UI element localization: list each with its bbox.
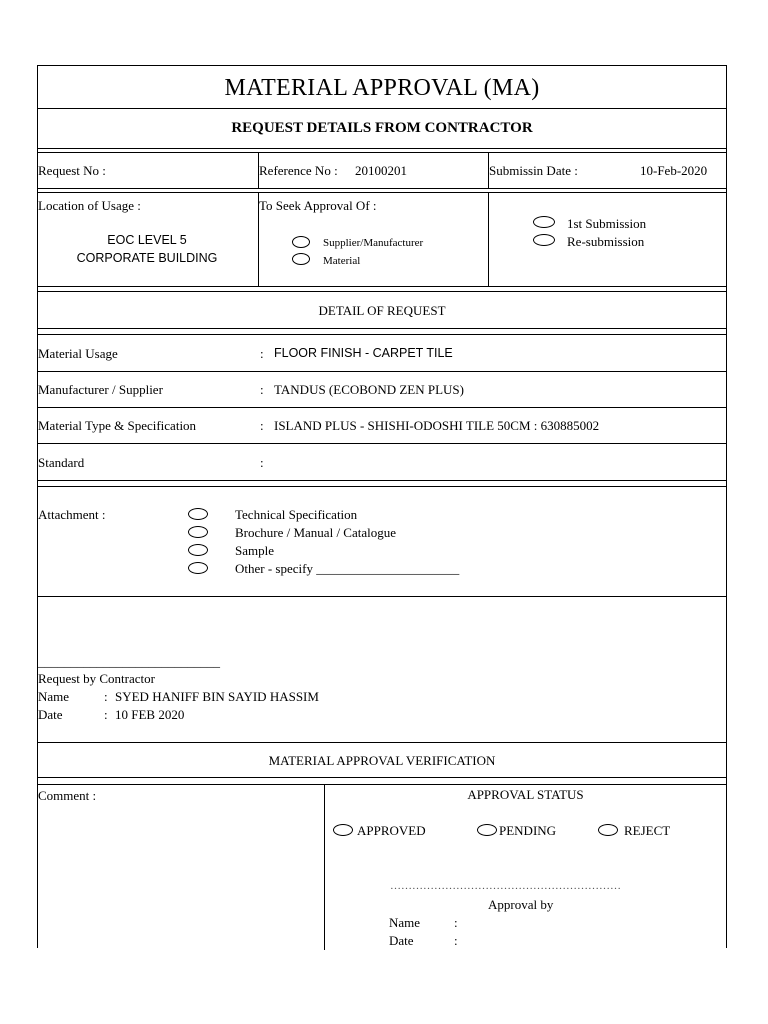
colon: : bbox=[260, 455, 264, 470]
supplier-manufacturer-radio[interactable] bbox=[292, 236, 310, 248]
divider bbox=[38, 334, 726, 335]
approval-by-label: Approval by bbox=[488, 897, 554, 912]
supplier-manufacturer-label: Supplier/Manufacturer bbox=[323, 237, 424, 249]
approval-signature-line: ……………………………………………………… bbox=[390, 880, 621, 892]
first-submission-label: 1st Submission bbox=[567, 216, 647, 231]
contractor-signature-line: ____________________________ bbox=[38, 654, 220, 669]
first-submission-radio[interactable] bbox=[533, 216, 555, 228]
divider bbox=[38, 480, 726, 481]
divider bbox=[488, 192, 489, 286]
section-subtitle: REQUEST DETAILS FROM CONTRACTOR bbox=[231, 120, 533, 136]
colon: : bbox=[104, 707, 108, 722]
divider bbox=[38, 188, 726, 189]
divider bbox=[38, 286, 726, 287]
material-approval-form bbox=[37, 65, 727, 948]
attachment-label: Attachment : bbox=[38, 507, 106, 522]
brochure-checkbox[interactable] bbox=[188, 526, 208, 538]
other-specify-label[interactable]: Other - specify ______________________ bbox=[235, 561, 460, 576]
divider bbox=[38, 371, 726, 372]
other-checkbox[interactable] bbox=[188, 562, 208, 574]
resubmission-label: Re-submission bbox=[567, 234, 645, 249]
colon: : bbox=[260, 418, 264, 433]
colon: : bbox=[454, 933, 458, 948]
sample-label: Sample bbox=[235, 543, 274, 558]
approver-name-label: Name bbox=[389, 915, 421, 930]
seek-approval-label: To Seek Approval Of : bbox=[259, 198, 377, 213]
brochure-label: Brochure / Manual / Catalogue bbox=[235, 525, 397, 540]
divider bbox=[38, 784, 726, 785]
approved-label: APPROVED bbox=[357, 823, 426, 838]
detail-of-request-heading: DETAIL OF REQUEST bbox=[318, 303, 446, 318]
approved-radio[interactable] bbox=[333, 824, 353, 836]
verification-heading: MATERIAL APPROVAL VERIFICATION bbox=[268, 753, 496, 768]
reject-label: REJECT bbox=[624, 823, 671, 838]
comment-area[interactable] bbox=[42, 806, 318, 946]
technical-specification-label: Technical Specification bbox=[235, 507, 358, 522]
reference-no-label: Reference No : bbox=[259, 163, 338, 178]
material-type-value[interactable]: ISLAND PLUS - SHISHI-ODOSHI TILE 50CM : 630885002 bbox=[274, 418, 600, 433]
submission-date-label: Submissin Date : bbox=[489, 163, 578, 178]
sample-checkbox[interactable] bbox=[188, 544, 208, 556]
location-label: Location of Usage : bbox=[38, 198, 141, 213]
divider bbox=[38, 328, 726, 329]
reference-no-value[interactable]: 20100201 bbox=[355, 163, 407, 178]
material-type-label: Material Type & Specification bbox=[38, 418, 197, 433]
divider bbox=[38, 192, 726, 193]
submission-date-value[interactable]: 10-Feb-2020 bbox=[640, 163, 708, 178]
divider bbox=[38, 152, 726, 153]
divider bbox=[38, 596, 726, 597]
contractor-date-label: Date bbox=[38, 707, 63, 722]
form-title: MATERIAL APPROVAL (MA) bbox=[224, 75, 540, 101]
comment-label: Comment : bbox=[38, 788, 97, 803]
divider bbox=[38, 777, 726, 778]
resubmission-radio[interactable] bbox=[533, 234, 555, 246]
request-no-label: Request No : bbox=[38, 163, 106, 178]
material-usage-value[interactable]: FLOOR FINISH - CARPET TILE bbox=[274, 346, 453, 360]
contractor-name-value[interactable]: SYED HANIFF BIN SAYID HASSIM bbox=[115, 689, 319, 704]
approver-date-label: Date bbox=[389, 933, 414, 948]
technical-specification-checkbox[interactable] bbox=[188, 508, 208, 520]
divider bbox=[38, 443, 726, 444]
divider bbox=[38, 486, 726, 487]
divider bbox=[324, 784, 325, 950]
pending-radio[interactable] bbox=[477, 824, 497, 836]
divider bbox=[38, 148, 726, 149]
location-line-1: EOC LEVEL 5 bbox=[107, 233, 187, 247]
pending-label: PENDING bbox=[499, 823, 557, 838]
colon: : bbox=[260, 382, 264, 397]
material-usage-label: Material Usage bbox=[38, 346, 118, 361]
divider bbox=[38, 407, 726, 408]
standard-label: Standard bbox=[38, 455, 85, 470]
manufacturer-supplier-value[interactable]: TANDUS (ECOBOND ZEN PLUS) bbox=[274, 382, 464, 397]
reject-radio[interactable] bbox=[598, 824, 618, 836]
divider bbox=[38, 742, 726, 743]
contractor-date-value[interactable]: 10 FEB 2020 bbox=[115, 707, 185, 722]
divider bbox=[38, 108, 726, 109]
colon: : bbox=[104, 689, 108, 704]
contractor-name-label: Name bbox=[38, 689, 70, 704]
material-label: Material bbox=[323, 255, 361, 267]
material-radio[interactable] bbox=[292, 253, 310, 265]
colon: : bbox=[454, 915, 458, 930]
approval-status-heading: APPROVAL STATUS bbox=[467, 787, 584, 802]
manufacturer-supplier-label: Manufacturer / Supplier bbox=[38, 382, 163, 397]
request-by-contractor-label: Request by Contractor bbox=[38, 671, 155, 686]
divider bbox=[38, 291, 726, 292]
colon: : bbox=[260, 346, 264, 361]
location-line-2: CORPORATE BUILDING bbox=[76, 251, 218, 265]
